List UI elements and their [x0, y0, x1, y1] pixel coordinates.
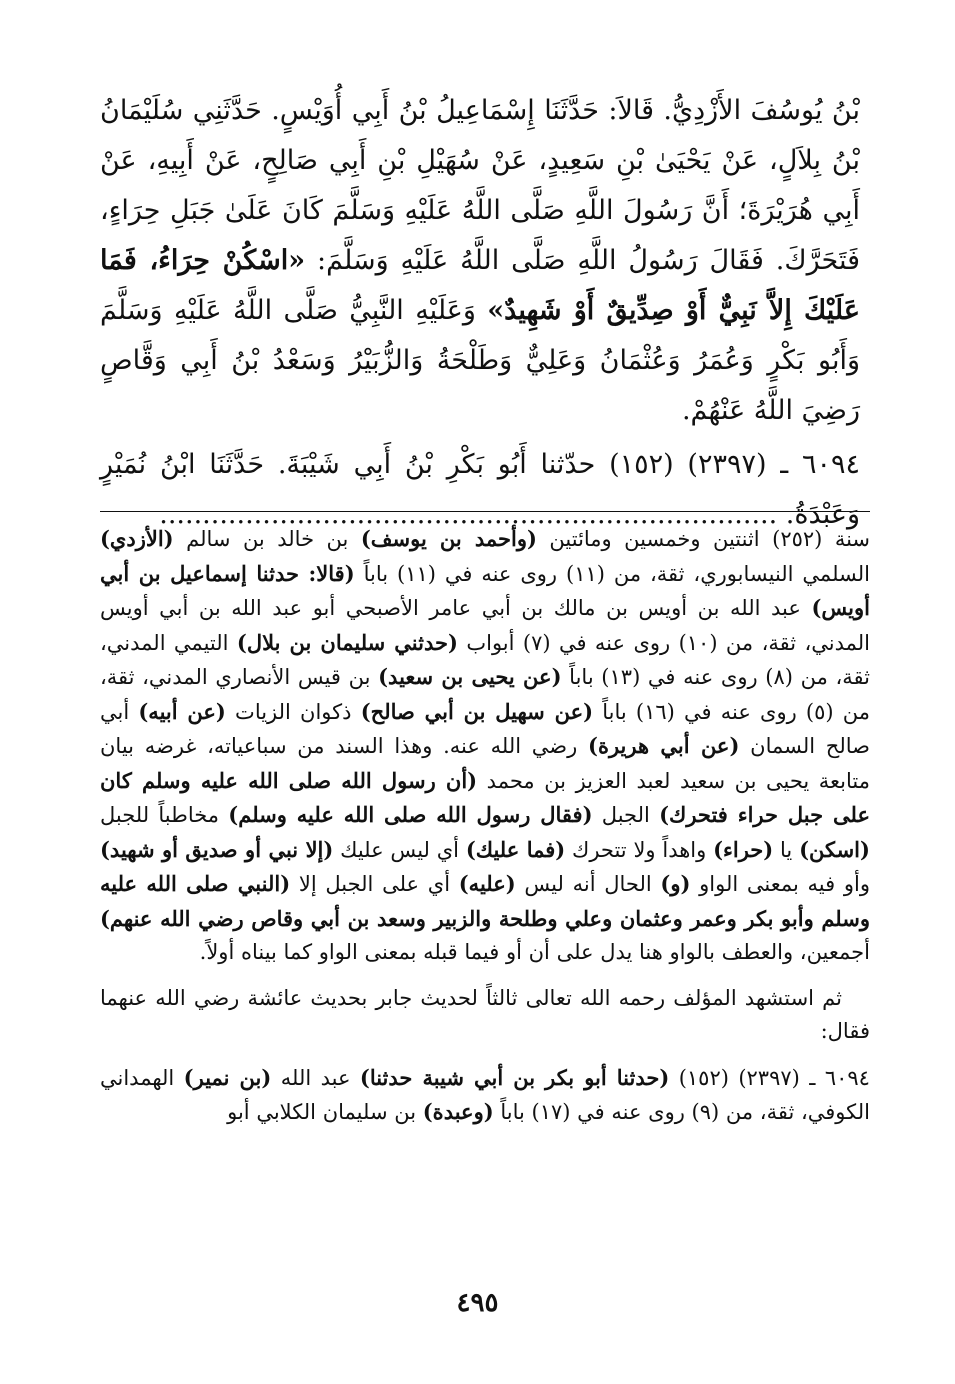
continuation-dots: ........................................................................ [159, 499, 778, 530]
hadith-chain: بْنُ يُوسُفَ الأَزْدِيُّ. قَالاَ: حَدَّثَنَا إِسْمَاعِيلُ بْنُ أَبِي أُوَيْسٍ. حَدَّثَنِي سُلَيْمَانُ بْنُ بِلاَلٍ، عَنْ يَحْيَىٰ بْنِ سَعِيدٍ، عَنْ سُهَيْلِ بْنِ أَبِي صَالِحٍ، عَنْ أَبِيهِ، عَنْ أَبِي هُرَيْرَةَ؛ أَنَّ رَسُولَ اللَّهِ صَلَّى اللَّهُ عَلَيْهِ وَسَلَّمَ كَانَ عَلَىٰ جَبَلِ حِرَاءٍ، فَتَحَرَّكَ. فَقَالَ رَسُولُ اللَّهِ صَلَّى اللَّهُ عَلَيْهِ وَسَلَّمَ: [100, 95, 860, 276]
commentary-transition: ثم استشهد المؤلف رحمه الله تعالى ثالثاً لحديث جابر بحديث عائشة رضي الله عنهما فقال: [100, 985, 870, 1043]
commentary-text-run: سنة (٢٥٢) اثنتين وخمسين ومائتين [549, 527, 871, 551]
commentary-text-run: أي على الجبل إلا [298, 872, 451, 896]
quoted-text: (و) [660, 871, 691, 896]
narrator-name: (وعبدة) [422, 1099, 494, 1124]
commentary-text-run: الجبل [601, 803, 650, 827]
next-hadith-chain: ٦٠٩٤ ـ (٢٣٩٧) (١٥٢) حدّثنا أَبُو بَكْرِ بْنُ أَبِي شَيْبَةَ. حَدَّثَنَا ابْنُ نُمَيْرٍ وَعَبْدَةُ. [100, 449, 860, 530]
commentary-text-run: أي ليس عليك [340, 837, 460, 862]
commentary-text-run: أجمعين، والعطف بالواو هنا يدل على أن أو فيما قبله بمعنى الواو كما بيناه أولاً. [199, 940, 870, 964]
narrator-name: (حدثني سليمان بن بلال) [236, 629, 458, 655]
commentary-text-run: الهمداني الكوفي، ثقة، من (٩) روى عنه في (١٧) باباً [100, 1065, 870, 1124]
commentary-text-run: مخاطباً للجبل [100, 803, 220, 827]
commentary-text-run: عبد الله [280, 1065, 351, 1090]
narrator-name: (عن يحيى بن سعيد) [378, 664, 562, 689]
commentary-text-run: السلمي النيسابوري، ثقة، من (١١) روى عنه في (١١) باباً [363, 561, 870, 586]
prophetic-quote: «اسْكُنْ حِرَاءُ، فَمَا عَلَيْكَ إِلاَّ نَبِيٌّ أَوْ صِدِّيقٌ أَوْ شَهِيدٌ» [100, 245, 860, 326]
narrator-name: (الأزدي) [100, 526, 174, 551]
quoted-text: (عليه) [458, 871, 516, 896]
commentary-text-run: بن سليمان الكلابي أبو [227, 1100, 417, 1124]
commentary-text-run: واهداً ولا تتحرك [572, 837, 707, 862]
narrator-name: (قالا: حدثنا إسماعيل بن أبي أويس) [100, 560, 870, 620]
quoted-text: (حراء) [713, 836, 774, 862]
hadith-paragraph [100, 86, 860, 436]
commentary-next-hadith [100, 1061, 870, 1130]
footnote-divider [100, 511, 870, 512]
commentary-text-run: بن قيس الأنصاري المدني، ثقة، من (٥) روى عنه في (١٦) باباً [100, 665, 871, 724]
quoted-text: (إلا نبي أو صديق أو شهيد) [100, 836, 334, 862]
narrator-name: (عن سهيل بن أبي صالح) [360, 698, 594, 724]
hadith-number: ٦٠٩٤ ـ (٢٣٩٧) (١٥٢) [678, 1065, 870, 1090]
commentary-text-run: التيمي المدني، ثقة، من (٨) روى عنه في (١٣) باباً [100, 630, 870, 689]
commentary-text-run: يا [780, 837, 793, 862]
narrator-name: (عن أبيه) [138, 698, 226, 724]
commentary-text-run: بن خالد بن سالم [186, 527, 349, 551]
commentary-text-run: أبي صالح السمان [100, 699, 870, 758]
commentary-paragraph [100, 522, 870, 970]
commentary-text-run: الحال أنه ليس [524, 872, 652, 896]
commentary-text-run: رضي الله عنه. وهذا السند من سباعياته، غرضه بيان متابعة يحيى بن سعيد لعبد العزيز بن محمد [100, 734, 870, 793]
quoted-text: (فقال رسول الله صلى الله عليه وسلم) [228, 802, 593, 827]
commentary-text-run: عبد الله بن أويس بن مالك بن أبي عامر الأصبحي أبو عبد الله بن أبي أويس المدني، ثقة، من (١٠) روى عنه في (٧) أبواب [100, 596, 871, 655]
page-number: ٤٩٥ [456, 1288, 499, 1318]
quoted-text: (فما عليك) [465, 836, 566, 862]
narrator-name: (وأحمد بن يوسف) [360, 526, 537, 551]
quoted-text: (اسكن) [799, 836, 870, 862]
hadith-ending: وَعَلَيْهِ النَّبِيُّ صَلَّى اللَّهُ عَلَيْهِ وَسَلَّمَ وَأَبُو بَكْرٍ وَعُمَرُ وَعُثْمَانُ وَعَلِيٌّ وَطَلْحَةُ وَالزُّبَيْرُ وَسَعْدُ بْنُ أَبِي وَقَّاصٍ رَضِيَ اللَّهُ عَنْهُمْ. [100, 295, 860, 426]
narrator-name: (عن أبي هريرة) [588, 733, 740, 758]
narrator-name: (حدثنا أبو بكر بن أبي شيبة حدثنا) [359, 1064, 670, 1090]
hadith-text [100, 86, 860, 540]
commentary-text [100, 522, 870, 1130]
quoted-text: (أن رسول الله صلى الله عليه وسلم كان على جبل حراء فتحرك) [100, 767, 870, 827]
quoted-text: (النبي صلى الله عليه وسلم وأبو بكر وعمر وعثمان وعلي وطلحة والزبير وسعد بن أبي وقاص رضي الله عنهم) [100, 871, 870, 931]
commentary-text-run: وأو فيه بمعنى الواو [699, 872, 870, 896]
narrator-name: (بن نمير) [183, 1064, 272, 1090]
commentary-text-run: ذكوان الزيات [235, 699, 352, 724]
